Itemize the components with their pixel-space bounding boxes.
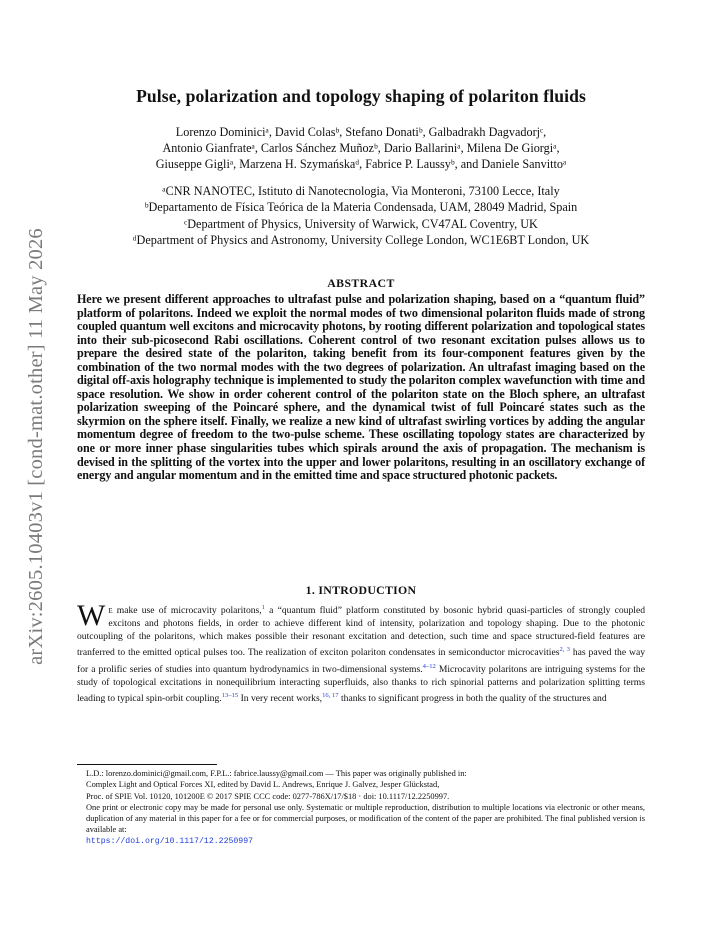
footnote [86,768,645,847]
citation-link[interactable]: 13–15 [221,691,239,699]
abstract-body: Here we present different approaches to ultrafast pulse and polarization shaping, based on a “quantum fluid” platform of polaritons. Indeed we exploit the normal modes of two dimensional polariton fluids made of strong coupled quantum well excitons and microcavity photons, by rooting different polarization and topological states into their sub-picosecond Rabi oscillations. Coherent control of two resonant excitation pulses allows us to prepare the desired state of the polariton, taking benefit from its four-component features given by the combination of the two normal modes with the two degrees of polarization. An ultrafast imaging based on the digital off-axis holography technique is implemented to study the polariton complex wavefunction with time and space resolution. We show in order coherent control of the polariton state on the Bloch sphere, an ultrafast polarization sweeping of the Poincaré sphere, and the dynamical twist of full Poincaré states such as the skyrmion on the sphere itself. Finally, we realize a new kind of ultrafast swirling vortices by adding the angular momentum degree of freedom to the two-pulse scheme. These oscillating topology states are characterized by one or more inner phase singularities tubes which spirals around the axis of propagation. The mechanism is devised in the splitting of the vortex into the upper and lower polaritons, resulting in an oscillatory exchange of energy and angular momentum and in the emitted time and space structured photonic packets. [77,292,645,483]
drop-cap: W [77,599,106,632]
citation-link[interactable]: 2, 3 [559,646,570,654]
paper-title: Pulse, polarization and topology shaping of polariton fluids [136,86,586,106]
doi-link[interactable]: https://doi.org/10.1117/12.2250997 [86,836,254,846]
affiliation-list [77,183,645,249]
author-line: Giuseppe Gigliᵃ, Marzena H. Szymańskaᵈ, Fabrice P. Laussyᵇ, and Daniele Sanvittoᵃ [155,157,567,172]
footnote-contact: L.D.: lorenzo.dominici@gmail.com, F.P.L.: fabrice.laussy@gmail.com — This paper was originally published in: [86,769,467,778]
arxiv-stamp [21,210,51,682]
introduction-paragraph [77,601,645,705]
citation-link[interactable]: 16, 17 [322,691,339,699]
citation-link[interactable]: 1 [261,604,265,611]
affiliation-line: ᶜDepartment of Physics, University of Warwick, CV47AL Coventry, UK [184,216,538,231]
footnote-citation: Proc. of SPIE Vol. 10120, 101200E © 2017 SPIE CCC code: 0277-786X/17/$18 · doi: 10.1117/12.2250997. [86,791,450,801]
affiliation-line: ᵃCNR NANOTEC, Istituto di Nanotecnologia, Via Monteroni, 73100 Lecce, Italy [162,184,560,198]
author-line: Lorenzo Dominiciᵃ, David Colasᵇ, Stefano Donatiᵇ, Galbadrakh Dagvadorjᶜ, [175,125,547,139]
intro-text: a “quantum fluid” platform constituted by bosonic hybrid quasi-particles of strongly coupled excitons and photons fields, in order to achieve different kind of intensity, polarization and topology shaping. Due to the photonic outcoupling of the polaritons, which makes possible their resonant excitation and detection, such time and space structured-field features are tranferred to the emitted optical pulses too. The realization of exciton polariton condensates in semiconductor microcavities [77,605,645,659]
intro-text: In very recent works, [238,692,323,704]
intro-text: make use of microcavity polaritons, [112,605,262,616]
section-heading-introduction: 1. INTRODUCTION [305,583,417,597]
author-line: Antonio Gianfrateᵃ, Carlos Sánchez Muñozᵇ, Dario Ballariniᵃ, Milena De Giorgiᵃ, [162,141,560,156]
author-list [77,124,645,173]
affiliation-line: ᵈDepartment of Physics and Astronomy, University College London, WC1E6BT London, UK [132,233,590,248]
footnote-divider [77,764,217,765]
lead-in-caps: e [108,605,113,616]
citation-link[interactable]: 4–12 [422,662,436,670]
intro-text: has paved the way for a prolific series of studies into quantum hydrodynamics in two-dimensional systems. [77,647,645,675]
abstract-heading: ABSTRACT [327,276,395,290]
affiliation-line: ᵇDepartamento de Física Teórica de la Materia Condensada, UAM, 28049 Madrid, Spain [144,200,578,215]
footnote-proceedings: Complex Light and Optical Forces XI, edited by David L. Andrews, Enrique J. Galvez, Jesper Glückstad, [86,780,440,790]
intro-text: thanks to significant progress in both the quality of the structures and [338,692,607,704]
footnote-copyright: One print or electronic copy may be made for personal use only. Systematic or multiple reproduction, distribution to multiple locations via electronic or other means, duplication of any material in this paper for a fee or for commercial purposes, or modification of the content of the paper are prohibited. The final published version is available at: [86,802,645,835]
arxiv-identifier: arXiv:2605.10403v1 [cond-mat.other] 11 May 2026 [24,227,47,665]
intro-text: Microcavity polaritons are intriguing systems for the study of topological excitations in nonequilibrium interacting superfluids, also thanks to rich spinorial patterns and polarization splitting terms leading to typical spin-orbit coupling. [77,663,645,704]
